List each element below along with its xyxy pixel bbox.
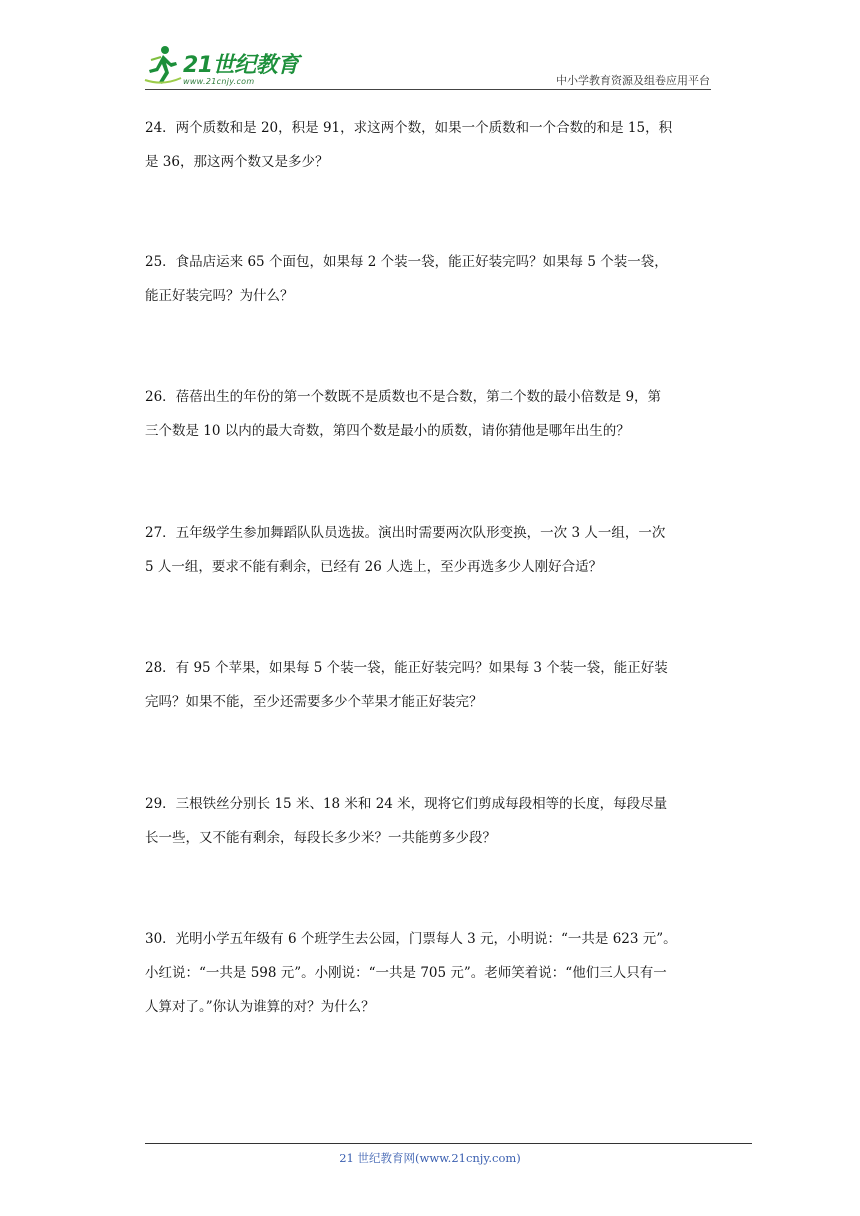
question-line: 是 36，那这两个数又是多少？ [145,154,329,170]
question-line: 24．两个质数和是 20，积是 91，求这两个数，如果一个质数和一个合数的和是 15，积 [145,120,673,136]
page-header [0,0,860,100]
question-28 [145,651,725,719]
footer-link[interactable]: 21 世纪教育网(www.21cnjy.com) [339,1151,521,1165]
runner-icon [143,42,183,88]
question-24 [145,111,725,179]
logo-text: 21世纪教育 [183,53,299,78]
header-tagline: 中小学教育资源及组卷应用平台 [556,74,710,87]
question-line: 能正好装完吗？为什么？ [145,288,294,304]
question-26 [145,380,725,448]
site-logo[interactable] [143,42,313,92]
question-line: 28．有 95 个苹果，如果每 5 个装一袋，能正好装完吗？如果每 3 个装一袋，能正好装 [145,660,668,676]
logo-url: www.21cnjy.com [183,77,255,86]
question-line: 人算对了。”你认为谁算的对？为什么？ [145,999,375,1015]
question-line: 小红说：“一共是 598 元”。小刚说：“一共是 705 元”。老师笑着说：“他们三人只有一 [145,965,667,981]
question-line: 30．光明小学五年级有 6 个班学生去公园，门票每人 3 元，小明说：“一共是 623 元”。 [145,931,677,947]
question-line: 27．五年级学生参加舞蹈队队员选拔。演出时需要两次队形变换，一次 3 人一组，一次 [145,525,666,541]
question-25 [145,245,725,313]
question-29 [145,787,725,855]
header-divider [145,89,711,90]
question-27 [145,516,725,584]
question-30 [145,922,725,1024]
footer-divider [145,1143,752,1144]
question-line: 完吗？如果不能，至少还需要多少个苹果才能正好装完？ [145,694,483,710]
question-line: 26．蓓蓓出生的年份的第一个数既不是质数也不是合数，第二个数的最小倍数是 9，第 [145,389,662,405]
question-line: 5 人一组，要求不能有剩余，已经有 26 人选上，至少再选多少人刚好合适？ [145,559,603,575]
question-line: 三个数是 10 以内的最大奇数，第四个数是最小的质数，请你猜他是哪年出生的？ [145,423,630,439]
question-line: 29．三根铁丝分别长 15 米、18 米和 24 米，现将它们剪成每段相等的长度，每段尽量 [145,796,668,812]
question-line: 长一些，又不能有剩余，每段长多少米？一共能剪多少段？ [145,830,496,846]
question-line: 25．食品店运来 65 个面包，如果每 2 个装一袋，能正好装完吗？如果每 5 个装一袋， [145,254,668,270]
